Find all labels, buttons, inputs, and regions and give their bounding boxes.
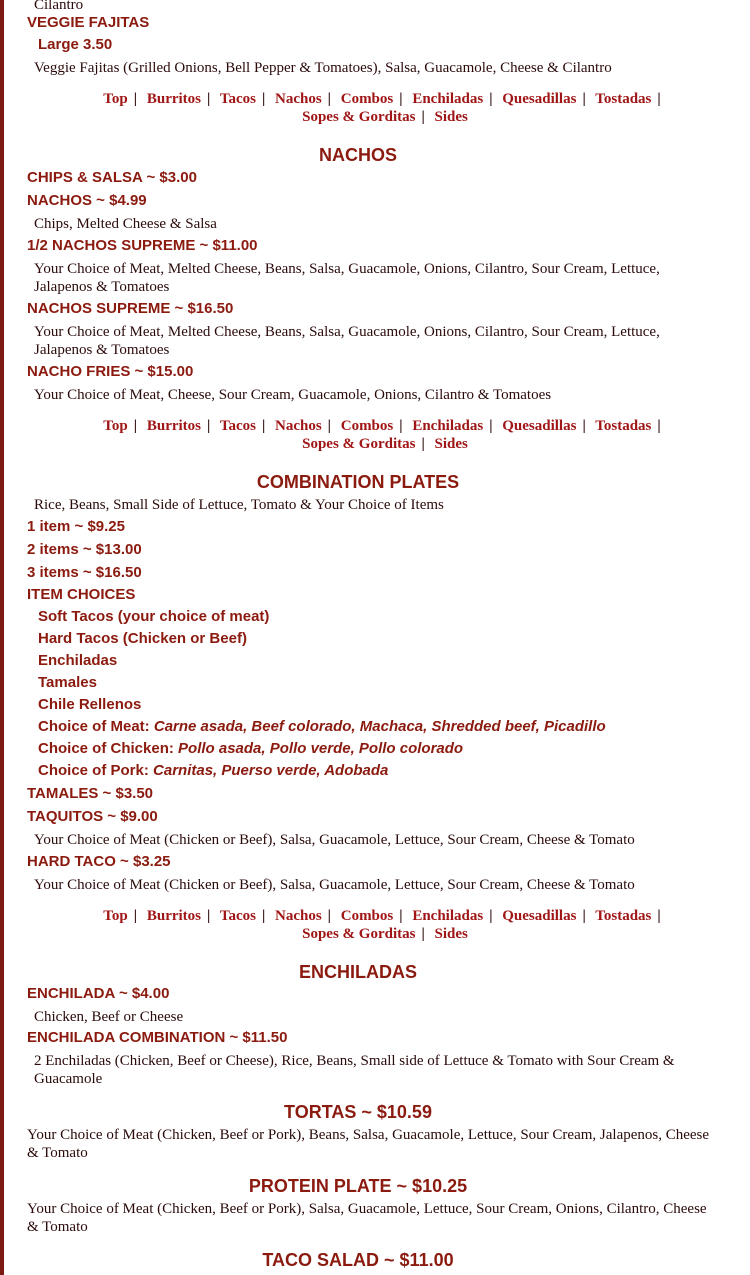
choice-chile-rellenos: Chile Rellenos xyxy=(38,696,142,713)
nav-link-enchiladas[interactable]: Enchiladas xyxy=(412,908,484,924)
item-title-enchilada-combination: ENCHILADA COMBINATION ~ $11.50 xyxy=(27,1029,288,1046)
item-desc-enchilada-combination: 2 Enchiladas (Chicken, Beef or Cheese), Rice, Beans, Small side of Lettuce & Tomato with Sour Cream & Guacamole xyxy=(34,1053,675,1087)
choice-soft-tacos: Soft Tacos (your choice of meat) xyxy=(38,608,270,625)
combo-price-1: 1 item ~ $9.25 xyxy=(27,518,125,535)
section-title-protein-plate: PROTEIN PLATE ~ $10.25 xyxy=(248,1176,468,1196)
nav-link-quesadillas[interactable]: Quesadillas xyxy=(502,418,577,434)
cut-off-text: Cilantro xyxy=(34,0,84,13)
item-title-taquitos: TAQUITOS ~ $9.00 xyxy=(27,808,158,825)
nav-link-enchiladas[interactable]: Enchiladas xyxy=(412,418,484,434)
nav-separator: | xyxy=(207,91,211,107)
nav-link-top[interactable]: Top xyxy=(103,908,128,924)
nav-separator: | xyxy=(489,908,493,924)
section-title-tortas: TORTAS ~ $10.59 xyxy=(284,1102,432,1122)
nav-link-tacos[interactable]: Tacos xyxy=(219,91,256,107)
nav-link-quesadillas[interactable]: Quesadillas xyxy=(502,908,577,924)
section-nav xyxy=(27,907,743,943)
nav-separator: | xyxy=(421,926,425,942)
nav-separator: | xyxy=(399,91,403,107)
choice-meat-values: Carne asada, Beef colorado, Machaca, Shredded beef, Picadillo xyxy=(153,718,606,735)
item-desc-veggie-fajitas: Veggie Fajitas (Grilled Onions, Bell Pepper & Tomatoes), Salsa, Guacamole, Cheese & Cilantro xyxy=(34,60,612,76)
nav-separator: | xyxy=(421,109,425,125)
section-title-taco-salad: TACO SALAD ~ $11.00 xyxy=(262,1250,454,1270)
choice-enchiladas: Enchiladas xyxy=(38,652,118,669)
item-desc-hard-taco: Your Choice of Meat (Chicken or Beef), Salsa, Guacamole, Lettuce, Sour Cream, Cheese & Tomato xyxy=(34,877,635,893)
nav-separator: | xyxy=(261,908,266,924)
nav-link-sides[interactable]: Sides xyxy=(434,436,468,452)
nav-separator: | xyxy=(657,908,661,924)
nav-link-sopes-gorditas[interactable]: Sopes & Gorditas xyxy=(302,109,416,125)
nav-link-sides[interactable]: Sides xyxy=(434,926,468,942)
tortas-desc: Your Choice of Meat (Chicken, Beef or Pork), Beans, Salsa, Guacamole, Lettuce, Sour Cream, Jalapenos, Cheese & Tomato xyxy=(27,1127,710,1161)
choice-hard-tacos: Hard Tacos (Chicken or Beef) xyxy=(38,630,247,647)
section-nav xyxy=(27,90,743,126)
item-desc-nachos-supreme: Your Choice of Meat, Melted Cheese, Beans, Salsa, Guacamole, Onions, Cilantro, Sour Cream, Lettuce, Jalapenos & Tomatoes xyxy=(34,324,660,358)
nav-link-tostadas[interactable]: Tostadas xyxy=(595,418,652,434)
item-desc-nachos: Chips, Melted Cheese & Salsa xyxy=(34,216,217,232)
nav-link-nachos[interactable]: Nachos xyxy=(275,91,322,107)
nav-separator: | xyxy=(489,418,493,434)
nav-link-top[interactable]: Top xyxy=(103,91,128,107)
nav-link-tostadas[interactable]: Tostadas xyxy=(595,91,652,107)
nav-separator: | xyxy=(399,908,403,924)
nav-separator: | xyxy=(133,91,138,107)
nav-link-burritos[interactable]: Burritos xyxy=(146,418,202,434)
section-title-nachos: NACHOS xyxy=(318,145,397,165)
nav-separator: | xyxy=(582,91,586,107)
item-title-half-nachos-supreme: 1/2 NACHOS SUPREME ~ $11.00 xyxy=(27,237,258,254)
nav-separator: | xyxy=(399,418,403,434)
nav-link-combos[interactable]: Combos xyxy=(340,91,394,107)
choice-meat-label: Choice of Meat: xyxy=(38,718,150,735)
left-border xyxy=(0,0,4,1275)
item-desc-enchilada: Chicken, Beef or Cheese xyxy=(34,1009,184,1025)
choice-chicken-label: Choice of Chicken: xyxy=(38,740,174,757)
combos-intro: Rice, Beans, Small Side of Lettuce, Tomato & Your Choice of Items xyxy=(34,497,444,513)
nav-link-sides[interactable]: Sides xyxy=(434,109,468,125)
combo-price-2: 2 items ~ $13.00 xyxy=(27,541,142,558)
item-title-tamales: TAMALES ~ $3.50 xyxy=(27,785,154,802)
nav-link-combos[interactable]: Combos xyxy=(340,418,394,434)
nav-separator: | xyxy=(261,91,266,107)
nav-link-top[interactable]: Top xyxy=(103,418,128,434)
item-price-veggie-fajitas: Large 3.50 xyxy=(38,36,113,53)
protein-plate-desc: Your Choice of Meat (Chicken, Beef or Pork), Salsa, Guacamole, Lettuce, Sour Cream, Onions, Cilantro, Cheese & Tomato xyxy=(27,1201,707,1235)
item-choices-title: ITEM CHOICES xyxy=(27,586,136,603)
nav-link-tacos[interactable]: Tacos xyxy=(219,908,256,924)
nav-link-sopes-gorditas[interactable]: Sopes & Gorditas xyxy=(302,926,416,942)
choice-chicken xyxy=(27,740,463,758)
item-title-nachos-supreme: NACHOS SUPREME ~ $16.50 xyxy=(27,300,234,317)
nav-separator: | xyxy=(421,436,425,452)
choice-chicken-values: Pollo asada, Pollo verde, Pollo colorado xyxy=(178,740,464,757)
nav-separator: | xyxy=(327,418,331,434)
item-desc-taquitos: Your Choice of Meat (Chicken or Beef), Salsa, Guacamole, Lettuce, Sour Cream, Cheese & Tomato xyxy=(34,832,635,848)
nav-link-nachos[interactable]: Nachos xyxy=(275,908,322,924)
nav-separator: | xyxy=(261,418,266,434)
nav-separator: | xyxy=(582,908,586,924)
nav-separator: | xyxy=(327,91,331,107)
choice-pork-label: Choice of Pork: xyxy=(38,762,149,779)
combo-price-3: 3 items ~ $16.50 xyxy=(27,564,142,581)
nav-separator: | xyxy=(489,91,493,107)
nav-link-quesadillas[interactable]: Quesadillas xyxy=(502,91,577,107)
choice-pork-values: Carnitas, Puerso verde, Adobada xyxy=(153,762,389,779)
nav-link-burritos[interactable]: Burritos xyxy=(146,908,202,924)
nav-separator: | xyxy=(207,418,211,434)
nav-separator: | xyxy=(582,418,586,434)
nav-link-burritos[interactable]: Burritos xyxy=(146,91,202,107)
nav-separator: | xyxy=(133,908,138,924)
item-title-hard-taco: HARD TACO ~ $3.25 xyxy=(27,853,171,870)
nav-link-enchiladas[interactable]: Enchiladas xyxy=(412,91,484,107)
nav-separator: | xyxy=(657,418,661,434)
item-desc-half-nachos-supreme: Your Choice of Meat, Melted Cheese, Beans, Salsa, Guacamole, Onions, Cilantro, Sour Cream, Lettuce, Jalapenos & Tomatoes xyxy=(34,261,660,295)
nav-separator: | xyxy=(657,91,661,107)
nav-separator: | xyxy=(327,908,331,924)
choice-meat xyxy=(27,718,606,736)
nav-separator: | xyxy=(133,418,138,434)
choice-pork xyxy=(27,762,388,780)
nav-link-tostadas[interactable]: Tostadas xyxy=(595,908,652,924)
nav-link-nachos[interactable]: Nachos xyxy=(275,418,322,434)
item-title-enchilada: ENCHILADA ~ $4.00 xyxy=(27,985,170,1002)
item-title-veggie-fajitas: VEGGIE FAJITAS xyxy=(27,14,150,31)
item-desc-nacho-fries: Your Choice of Meat, Cheese, Sour Cream, Guacamole, Onions, Cilantro & Tomatoes xyxy=(34,387,552,403)
nav-separator: | xyxy=(207,908,211,924)
item-title-chips-salsa: CHIPS & SALSA ~ $3.00 xyxy=(27,169,197,186)
section-nav xyxy=(27,417,743,453)
nav-link-tacos[interactable]: Tacos xyxy=(219,418,256,434)
section-title-enchiladas: ENCHILADAS xyxy=(298,962,417,982)
nav-link-sopes-gorditas[interactable]: Sopes & Gorditas xyxy=(302,436,416,452)
choice-tamales: Tamales xyxy=(38,674,97,691)
section-title-combination-plates: COMBINATION PLATES xyxy=(256,472,460,492)
item-title-nachos: NACHOS ~ $4.99 xyxy=(27,192,147,209)
item-title-nacho-fries: NACHO FRIES ~ $15.00 xyxy=(27,363,194,380)
nav-link-combos[interactable]: Combos xyxy=(340,908,394,924)
